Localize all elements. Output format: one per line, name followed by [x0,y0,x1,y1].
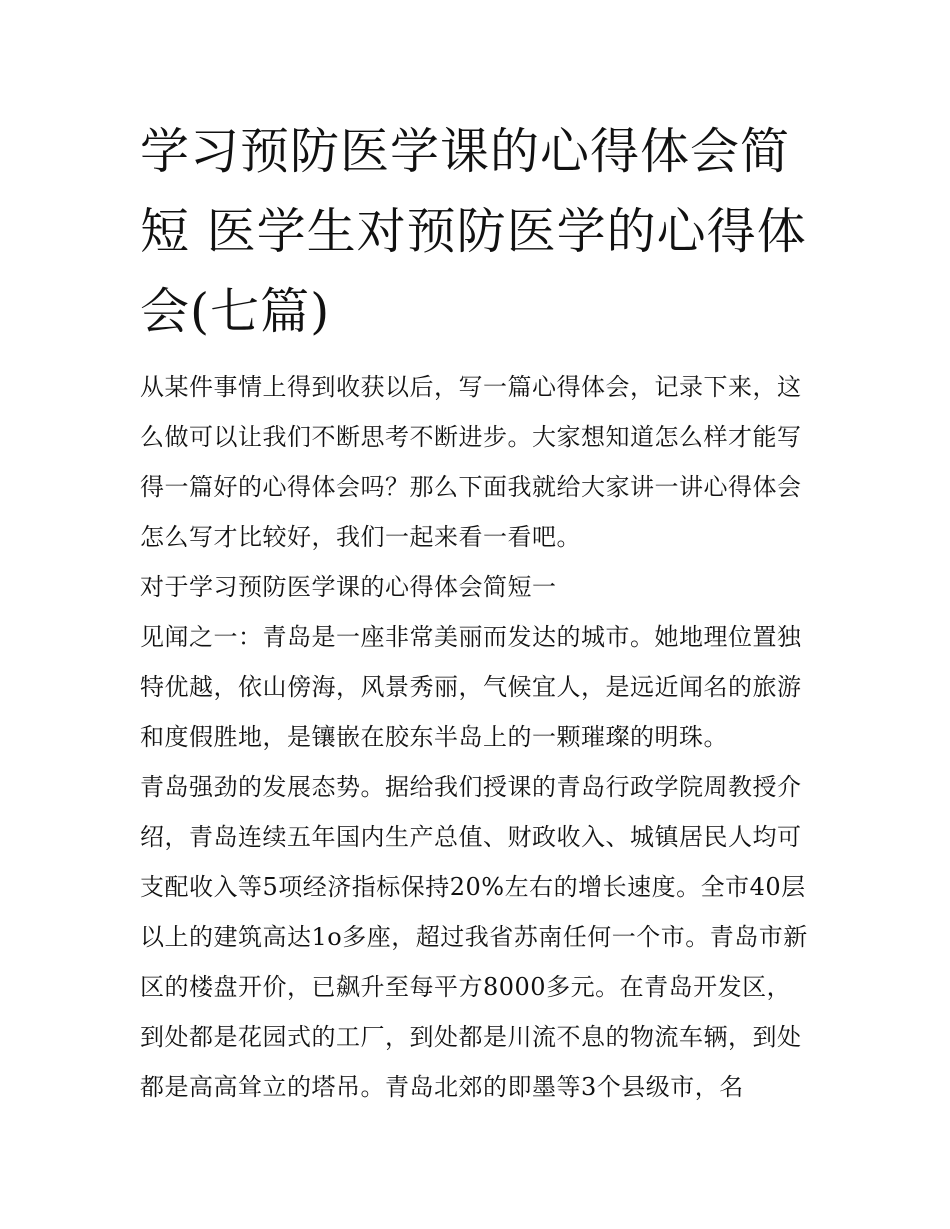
body-paragraph: 青岛强劲的发展态势。据给我们授课的青岛行政学院周教授介绍，青岛连续五年国内生产总值、财政收入、城镇居民人均可支配收入等5项经济指标保持20%左右的增长速度。全市40层以上的建筑高达1o多座，超过我省苏南任何一个市。青岛市新区的楼盘开价，已飙升至每平方8000多元。在青岛开发区，到处都是花园式的工厂，到处都是川流不息的物流车辆，到处都是高高耸立的塔吊。青岛北郊的即墨等3个县级市，名 [140,773,808,1101]
document-page [140,112,812,1112]
section-heading: 对于学习预防医学课的心得体会简短一 [140,573,557,601]
document-title: 学习预防医学课的心得体会简短 医学生对预防医学的心得体会(七篇) [140,123,807,340]
intro-paragraph: 从某件事情上得到收获以后，写一篇心得体会，记录下来，这么做可以让我们不断思考不断进步。大家想知道怎么样才能写得一篇好的心得体会吗？那么下面我就给大家讲一讲心得体会怎么写才比较好，我们一起来看一看吧。 [140,373,802,551]
title-block [140,112,812,352]
body-paragraph: 见闻之一：青岛是一座非常美丽而发达的城市。她地理位置独特优越，依山傍海，风景秀丽，气候宜人，是远近闻名的旅游和度假胜地，是镶嵌在胶东半岛上的一颗璀璨的明珠。 [140,623,802,751]
